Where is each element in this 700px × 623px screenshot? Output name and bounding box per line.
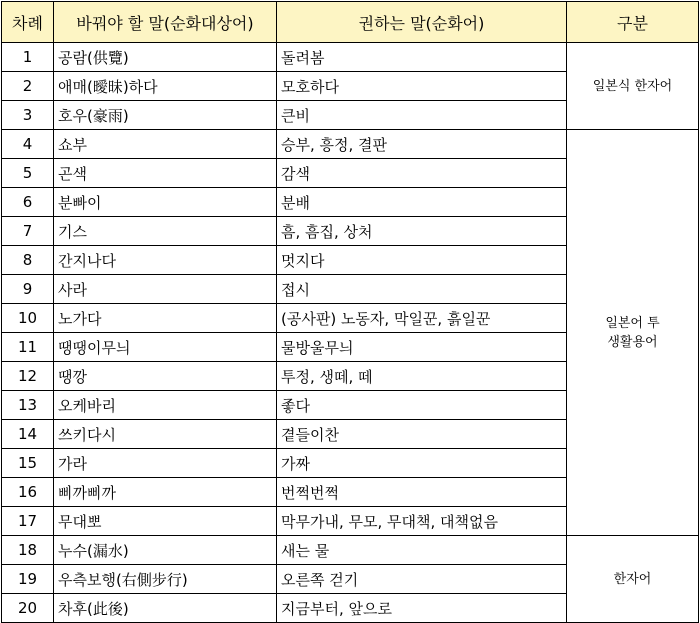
target-word: 간지나다 <box>54 246 277 275</box>
recommended-word: 좋다 <box>277 391 567 420</box>
row-num: 16 <box>2 478 54 507</box>
row-num: 20 <box>2 594 54 623</box>
target-word: 애매(曖昧)하다 <box>54 72 277 101</box>
recommended-word: 지금부터, 앞으로 <box>277 594 567 623</box>
row-num: 6 <box>2 188 54 217</box>
recommended-word: 감색 <box>277 159 567 188</box>
target-word: 오케바리 <box>54 391 277 420</box>
recommended-word: 가짜 <box>277 449 567 478</box>
row-num: 3 <box>2 101 54 130</box>
target-word: 호우(豪雨) <box>54 101 277 130</box>
category-label-line1: 일본어 투 <box>605 315 660 331</box>
recommended-word: 접시 <box>277 275 567 304</box>
target-word: 쇼부 <box>54 130 277 159</box>
category-label: 한자어 <box>613 571 652 587</box>
target-word: 누수(漏水) <box>54 536 277 565</box>
target-word: 우측보행(右側步行) <box>54 565 277 594</box>
row-num: 13 <box>2 391 54 420</box>
header-row <box>2 2 699 43</box>
row-num: 4 <box>2 130 54 159</box>
table-row <box>2 43 699 72</box>
target-word: 노가다 <box>54 304 277 333</box>
header-recommended-word: 권하는 말(순화어) <box>277 2 567 43</box>
recommended-word: 승부, 흥정, 결판 <box>277 130 567 159</box>
recommended-word: 물방울무늬 <box>277 333 567 362</box>
recommended-word: 멋지다 <box>277 246 567 275</box>
row-num: 7 <box>2 217 54 246</box>
target-word: 삐까삐까 <box>54 478 277 507</box>
category-cell <box>567 130 699 536</box>
row-num: 8 <box>2 246 54 275</box>
row-num: 12 <box>2 362 54 391</box>
row-num: 9 <box>2 275 54 304</box>
row-num: 10 <box>2 304 54 333</box>
recommended-word: 오른쪽 걷기 <box>277 565 567 594</box>
category-label-line2: 생활용어 <box>607 334 658 350</box>
target-word: 쓰키다시 <box>54 420 277 449</box>
table-row <box>2 130 699 159</box>
category-cell <box>567 43 699 130</box>
row-num: 11 <box>2 333 54 362</box>
category-label: 일본식 한자어 <box>592 78 673 94</box>
row-num: 14 <box>2 420 54 449</box>
table-row <box>2 536 699 565</box>
row-num: 15 <box>2 449 54 478</box>
target-word: 공람(供覽) <box>54 43 277 72</box>
recommended-word: 곁들이찬 <box>277 420 567 449</box>
row-num: 5 <box>2 159 54 188</box>
recommended-word: 새는 물 <box>277 536 567 565</box>
recommended-word: 모호하다 <box>277 72 567 101</box>
row-num: 17 <box>2 507 54 536</box>
target-word: 곤색 <box>54 159 277 188</box>
recommended-word: 돌려봄 <box>277 43 567 72</box>
target-word: 땡땡이무늬 <box>54 333 277 362</box>
row-num: 19 <box>2 565 54 594</box>
target-word: 사라 <box>54 275 277 304</box>
target-word: 가라 <box>54 449 277 478</box>
header-num: 차례 <box>2 2 54 43</box>
recommended-word: 투정, 생떼, 떼 <box>277 362 567 391</box>
target-word: 땡깡 <box>54 362 277 391</box>
word-refinement-table <box>1 1 699 623</box>
recommended-word: 큰비 <box>277 101 567 130</box>
header-category: 구분 <box>567 2 699 43</box>
target-word: 기스 <box>54 217 277 246</box>
header-target-word: 바꿔야 할 말(순화대상어) <box>54 2 277 43</box>
target-word: 분빠이 <box>54 188 277 217</box>
row-num: 1 <box>2 43 54 72</box>
recommended-word: 막무가내, 무모, 무대책, 대책없음 <box>277 507 567 536</box>
recommended-word: 흠, 흠집, 상처 <box>277 217 567 246</box>
target-word: 차후(此後) <box>54 594 277 623</box>
recommended-word: 분배 <box>277 188 567 217</box>
recommended-word: 번쩍번쩍 <box>277 478 567 507</box>
recommended-word: (공사판) 노동자, 막일꾼, 흙일꾼 <box>277 304 567 333</box>
category-cell <box>567 536 699 623</box>
row-num: 2 <box>2 72 54 101</box>
target-word: 무대뽀 <box>54 507 277 536</box>
row-num: 18 <box>2 536 54 565</box>
